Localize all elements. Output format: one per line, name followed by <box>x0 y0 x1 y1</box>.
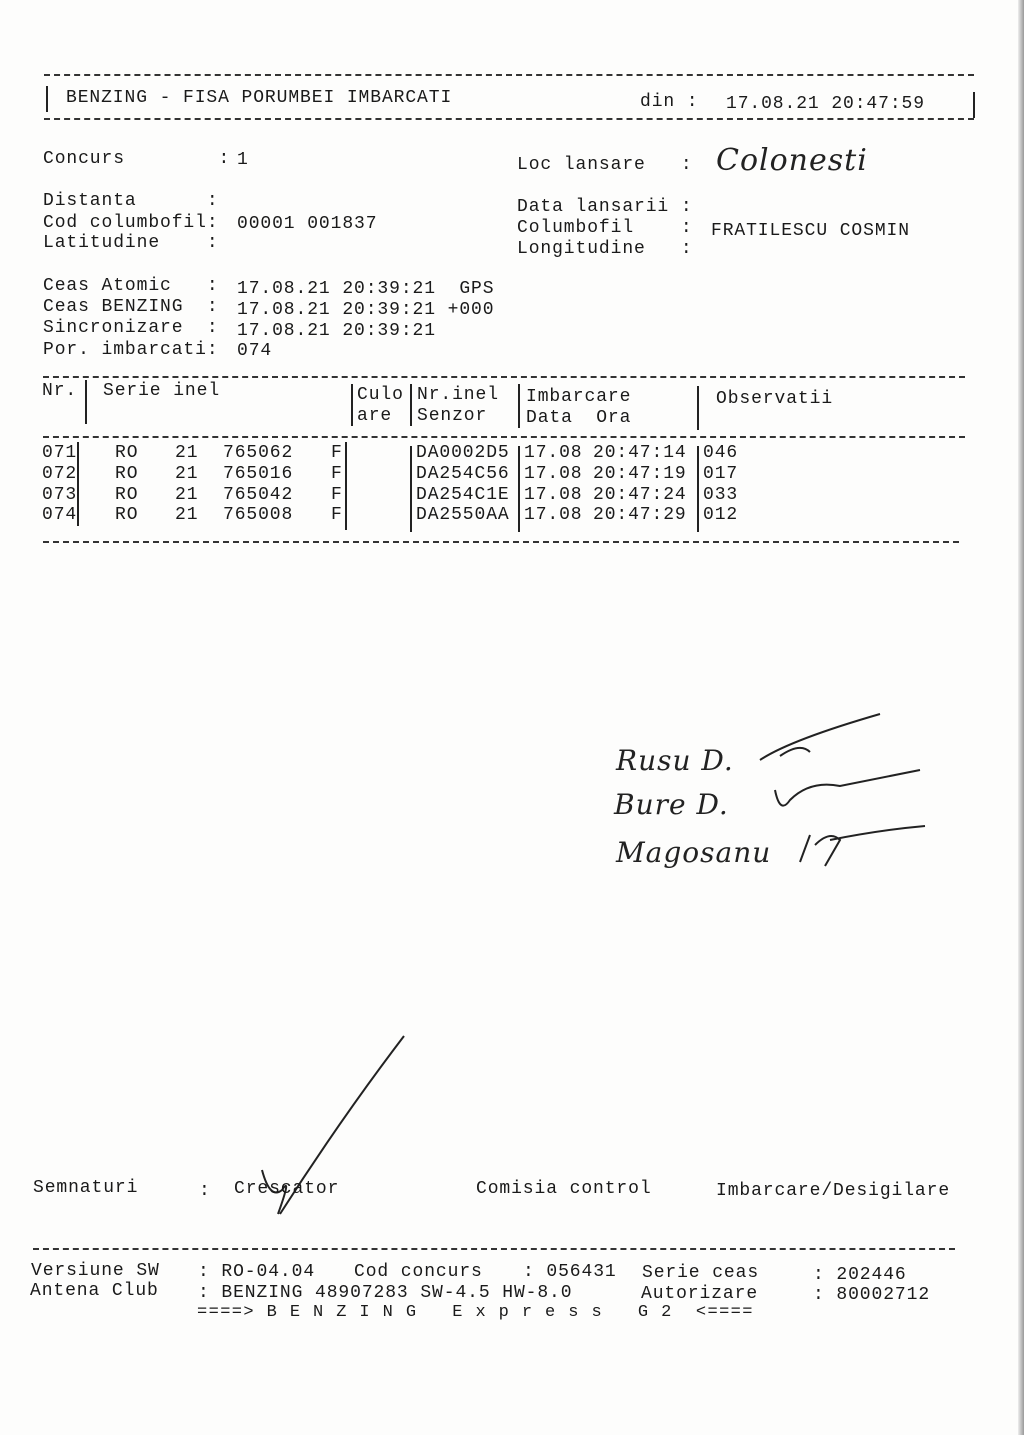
longitudine-label: Longitudine : <box>517 239 693 259</box>
data-lansarii-label: Data lansarii : <box>517 197 693 217</box>
row-observatii: 012 <box>703 505 739 526</box>
cod-columbofil-value: 00001 001837 <box>237 214 378 234</box>
header-din-label: din : <box>640 92 699 112</box>
row-sensor-id: DA2550AA <box>416 505 510 526</box>
header-title: BENZING - FISA PORUMBEI IMBARCATI <box>66 88 453 108</box>
loc-lansare-value: Colonesti <box>716 143 868 178</box>
row-ring-number: 765008 <box>223 505 294 526</box>
concurs-value: 1 <box>237 150 249 170</box>
row-nr: 072 <box>42 463 78 484</box>
row-nr: 074 <box>42 505 78 526</box>
row-country: RO <box>115 484 139 505</box>
col-header-observatii: Observatii <box>716 389 834 409</box>
loc-lansare-label: Loc lansare : <box>517 155 693 175</box>
benzing-express-banner: ====> B E N Z I N G E x p r e s s G 2 <==== <box>197 1303 754 1322</box>
cod-concurs-value: : 056431 <box>523 1262 617 1282</box>
columbofil-value: FRATILESCU COSMIN <box>711 221 910 241</box>
col-header-nr: Nr. <box>42 381 78 401</box>
row-year: 21 <box>175 505 199 526</box>
crescator-label: Crescator <box>234 1179 340 1199</box>
row-year: 21 <box>175 484 199 505</box>
row-nr: 071 <box>42 443 78 463</box>
row-time: 20:47:14 <box>593 443 687 463</box>
header-date: 17.08.21 20:47:59 <box>726 94 925 114</box>
row-time: 20:47:29 <box>593 505 687 526</box>
row-sex: F <box>331 463 343 484</box>
row-time: 20:47:19 <box>593 463 687 484</box>
row-sensor-id: DA0002D5 <box>416 443 510 463</box>
versiune-sw-label: Versiune SW <box>31 1261 160 1281</box>
handwritten-name-1: Rusu D. <box>616 744 734 777</box>
semnaturi-colon: : <box>199 1181 211 1201</box>
ceas-atomic-value: 17.08.21 20:39:21 GPS <box>237 279 495 299</box>
row-sex: F <box>331 443 343 463</box>
row-year: 21 <box>175 443 199 463</box>
autorizare-value: : 80002712 <box>813 1285 931 1305</box>
row-nr: 073 <box>42 484 78 505</box>
row-country: RO <box>115 505 139 526</box>
col-header-culoare-2: are <box>357 406 393 426</box>
col-header-imbarcare-2: Data Ora <box>526 408 632 428</box>
row-ring-number: 765062 <box>223 443 294 463</box>
semnaturi-label: Semnaturi <box>33 1178 139 1198</box>
row-year: 21 <box>175 463 199 484</box>
row-observatii: 033 <box>703 484 739 505</box>
col-header-nrinel-2: Senzor <box>417 406 488 426</box>
row-date: 17.08 <box>524 505 583 526</box>
columbofil-label: Columbofil : <box>517 218 693 238</box>
por-imbarcati-label: Por. imbarcati: <box>43 340 219 360</box>
ceas-benzing-label: Ceas BENZING : <box>43 297 219 317</box>
distanta-label: Distanta : <box>43 191 219 211</box>
page-edge-shadow <box>1018 0 1024 1435</box>
row-sensor-id: DA254C56 <box>416 463 510 484</box>
col-header-nrinel-1: Nr.inel <box>417 385 499 405</box>
row-observatii: 046 <box>703 443 739 463</box>
latitudine-label: Latitudine : <box>43 233 219 253</box>
row-country: RO <box>115 443 139 463</box>
sincronizare-label: Sincronizare : <box>43 318 219 338</box>
row-sex: F <box>331 484 343 505</box>
antena-club-value: : BENZING 48907283 SW-4.5 HW-8.0 <box>198 1283 573 1303</box>
ceas-atomic-label: Ceas Atomic : <box>43 276 219 296</box>
handwritten-name-2: Bure D. <box>614 788 729 821</box>
footer-rule <box>33 1248 955 1250</box>
row-ring-number: 765016 <box>223 463 294 484</box>
col-header-imbarcare-1: Imbarcare <box>526 387 632 407</box>
serie-ceas-label: Serie ceas <box>642 1263 760 1283</box>
concurs-label: Concurs : <box>43 149 231 169</box>
comisia-control-label: Comisia control <box>476 1179 652 1199</box>
row-ring-number: 765042 <box>223 484 294 505</box>
versiune-sw-value: : RO-04.04 <box>198 1262 316 1282</box>
row-date: 17.08 <box>524 443 583 463</box>
col-header-culoare-1: Culo <box>357 385 404 405</box>
handwritten-name-3: Magosanu <box>616 836 772 869</box>
ceas-benzing-value: 17.08.21 20:39:21 +000 <box>237 300 495 320</box>
antena-club-label: Antena Club <box>30 1281 159 1301</box>
row-country: RO <box>115 463 139 484</box>
autorizare-label: Autorizare <box>641 1284 759 1304</box>
imbarcare-desigilare-label: Imbarcare/Desigilare <box>716 1181 951 1201</box>
row-sensor-id: DA254C1E <box>416 484 510 505</box>
sincronizare-value: 17.08.21 20:39:21 <box>237 321 436 341</box>
row-sex: F <box>331 505 343 526</box>
row-date: 17.08 <box>524 463 583 484</box>
cod-columbofil-label: Cod columbofil: <box>43 213 219 233</box>
row-time: 20:47:24 <box>593 484 687 505</box>
por-imbarcati-value: 074 <box>237 341 273 361</box>
col-header-serie: Serie inel <box>103 381 221 401</box>
row-observatii: 017 <box>703 463 739 484</box>
serie-ceas-value: : 202446 <box>813 1265 907 1285</box>
cod-concurs-label: Cod concurs <box>354 1262 483 1282</box>
row-date: 17.08 <box>524 484 583 505</box>
